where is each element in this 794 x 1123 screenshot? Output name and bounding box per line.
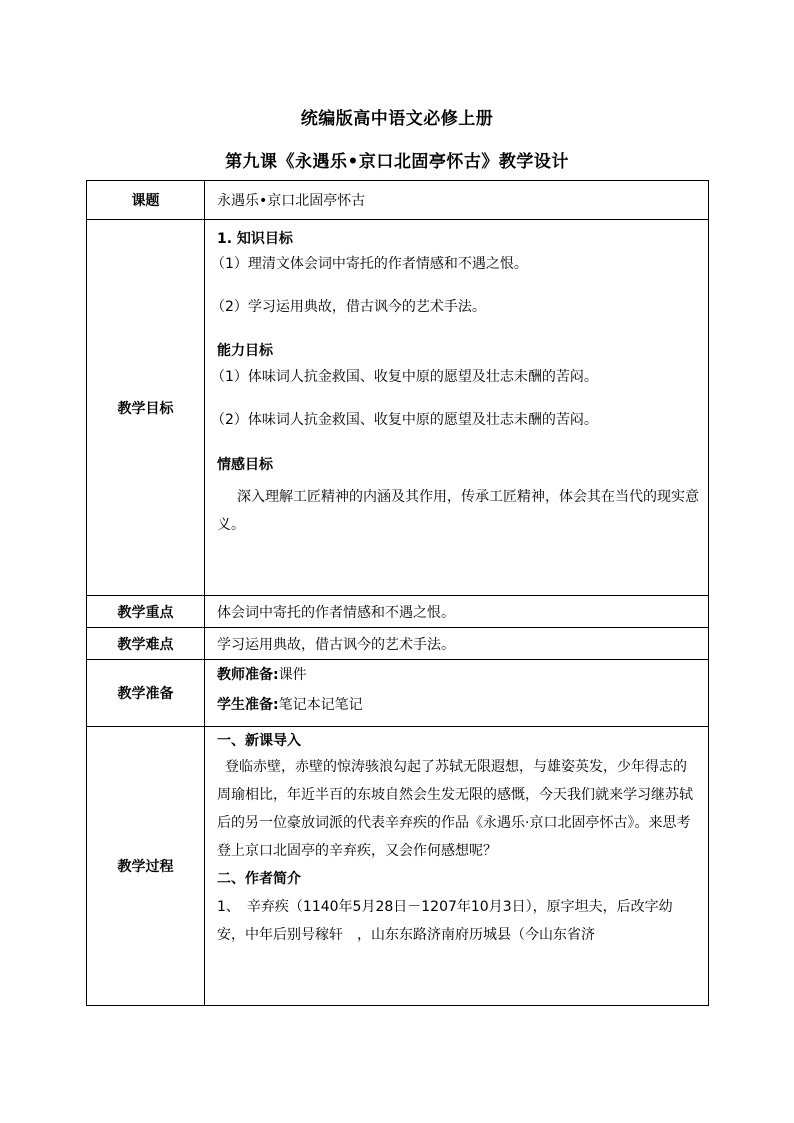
ability-item-2: （2）体味词人抗金救国、收复中原的愿望及壮志未酬的苦闷。 [211,412,598,428]
teacher-prep [217,665,700,685]
document-title: 统编版高中语文必修上册 [300,109,494,129]
emotion-item-1: 深入理解工匠精神的内涵及其作用，传承工匠精神，体会其在当代的现实意义。 [217,489,699,533]
document-subtitle: 第九课《永遇乐•京口北固亭怀古》教学设计 [225,152,569,172]
process-section1-text: 登临赤壁，赤壁的惊涛骇浪勾起了苏轼无限遐想，与雄姿英发，少年得志的周瑜相比，年近半百的东坡自然会生发无限的感慨，今天我们就来学习继苏轼后的另一位豪放词派的代表辛弃疾的作品《永遇乐·京口北固亭怀古》。来思考登上京口北固亭的辛弃疾，又会作何感想呢？ [217,759,693,859]
topic-label: 课题 [87,181,205,220]
emotion-heading: 情感目标 [217,457,273,473]
process-section2-heading: 二、作者简介 [217,871,301,887]
student-prep-value: 笔记本记笔记 [278,697,363,713]
table-row-goals [87,220,709,596]
key-point-value: 体会词中寄托的作者情感和不遇之恨。 [205,596,709,628]
goals-content [205,220,709,596]
knowledge-item-2: （2）学习运用典故，借古讽今的艺术手法。 [211,299,486,315]
table-row-preparation [87,660,709,727]
student-prep [217,695,700,715]
knowledge-heading: 1. 知识目标 [217,231,293,247]
topic-value: 永遇乐•京口北固亭怀古 [205,181,709,220]
teacher-prep-label: 教师准备: [217,667,279,683]
student-prep-label: 学生准备: [217,697,279,713]
difficult-point-value: 学习运用典故，借古讽今的艺术手法。 [205,628,709,660]
teacher-prep-value: 课件 [278,667,307,683]
process-content [205,727,709,1006]
difficult-point-label: 教学难点 [87,628,205,660]
preparation-label: 教学准备 [87,660,205,727]
ability-item-1: （1）体味词人抗金救国、收复中原的愿望及壮志未酬的苦闷。 [211,369,598,385]
preparation-content [205,660,709,727]
process-section2-text: 1、 辛弃疾（1140年5月28日－1207年10月3日），原字坦夫，后改字幼安，中年后别号稼轩 ，山东东路济南府历城县（今山东省济 [217,899,673,943]
ability-heading: 能力目标 [217,343,273,359]
key-point-label: 教学重点 [87,596,205,628]
table-row-difficult-point [87,628,709,660]
table-row-key-point [87,596,709,628]
table-row-topic [87,181,709,220]
goals-label: 教学目标 [87,220,205,596]
process-label: 教学过程 [87,727,205,1006]
knowledge-item-1: （1）理清文体会词中寄托的作者情感和不遇之恨。 [211,256,528,272]
table-row-process [87,727,709,1006]
lesson-plan-table [86,180,709,1006]
process-section1-heading: 一、新课导入 [217,733,301,749]
